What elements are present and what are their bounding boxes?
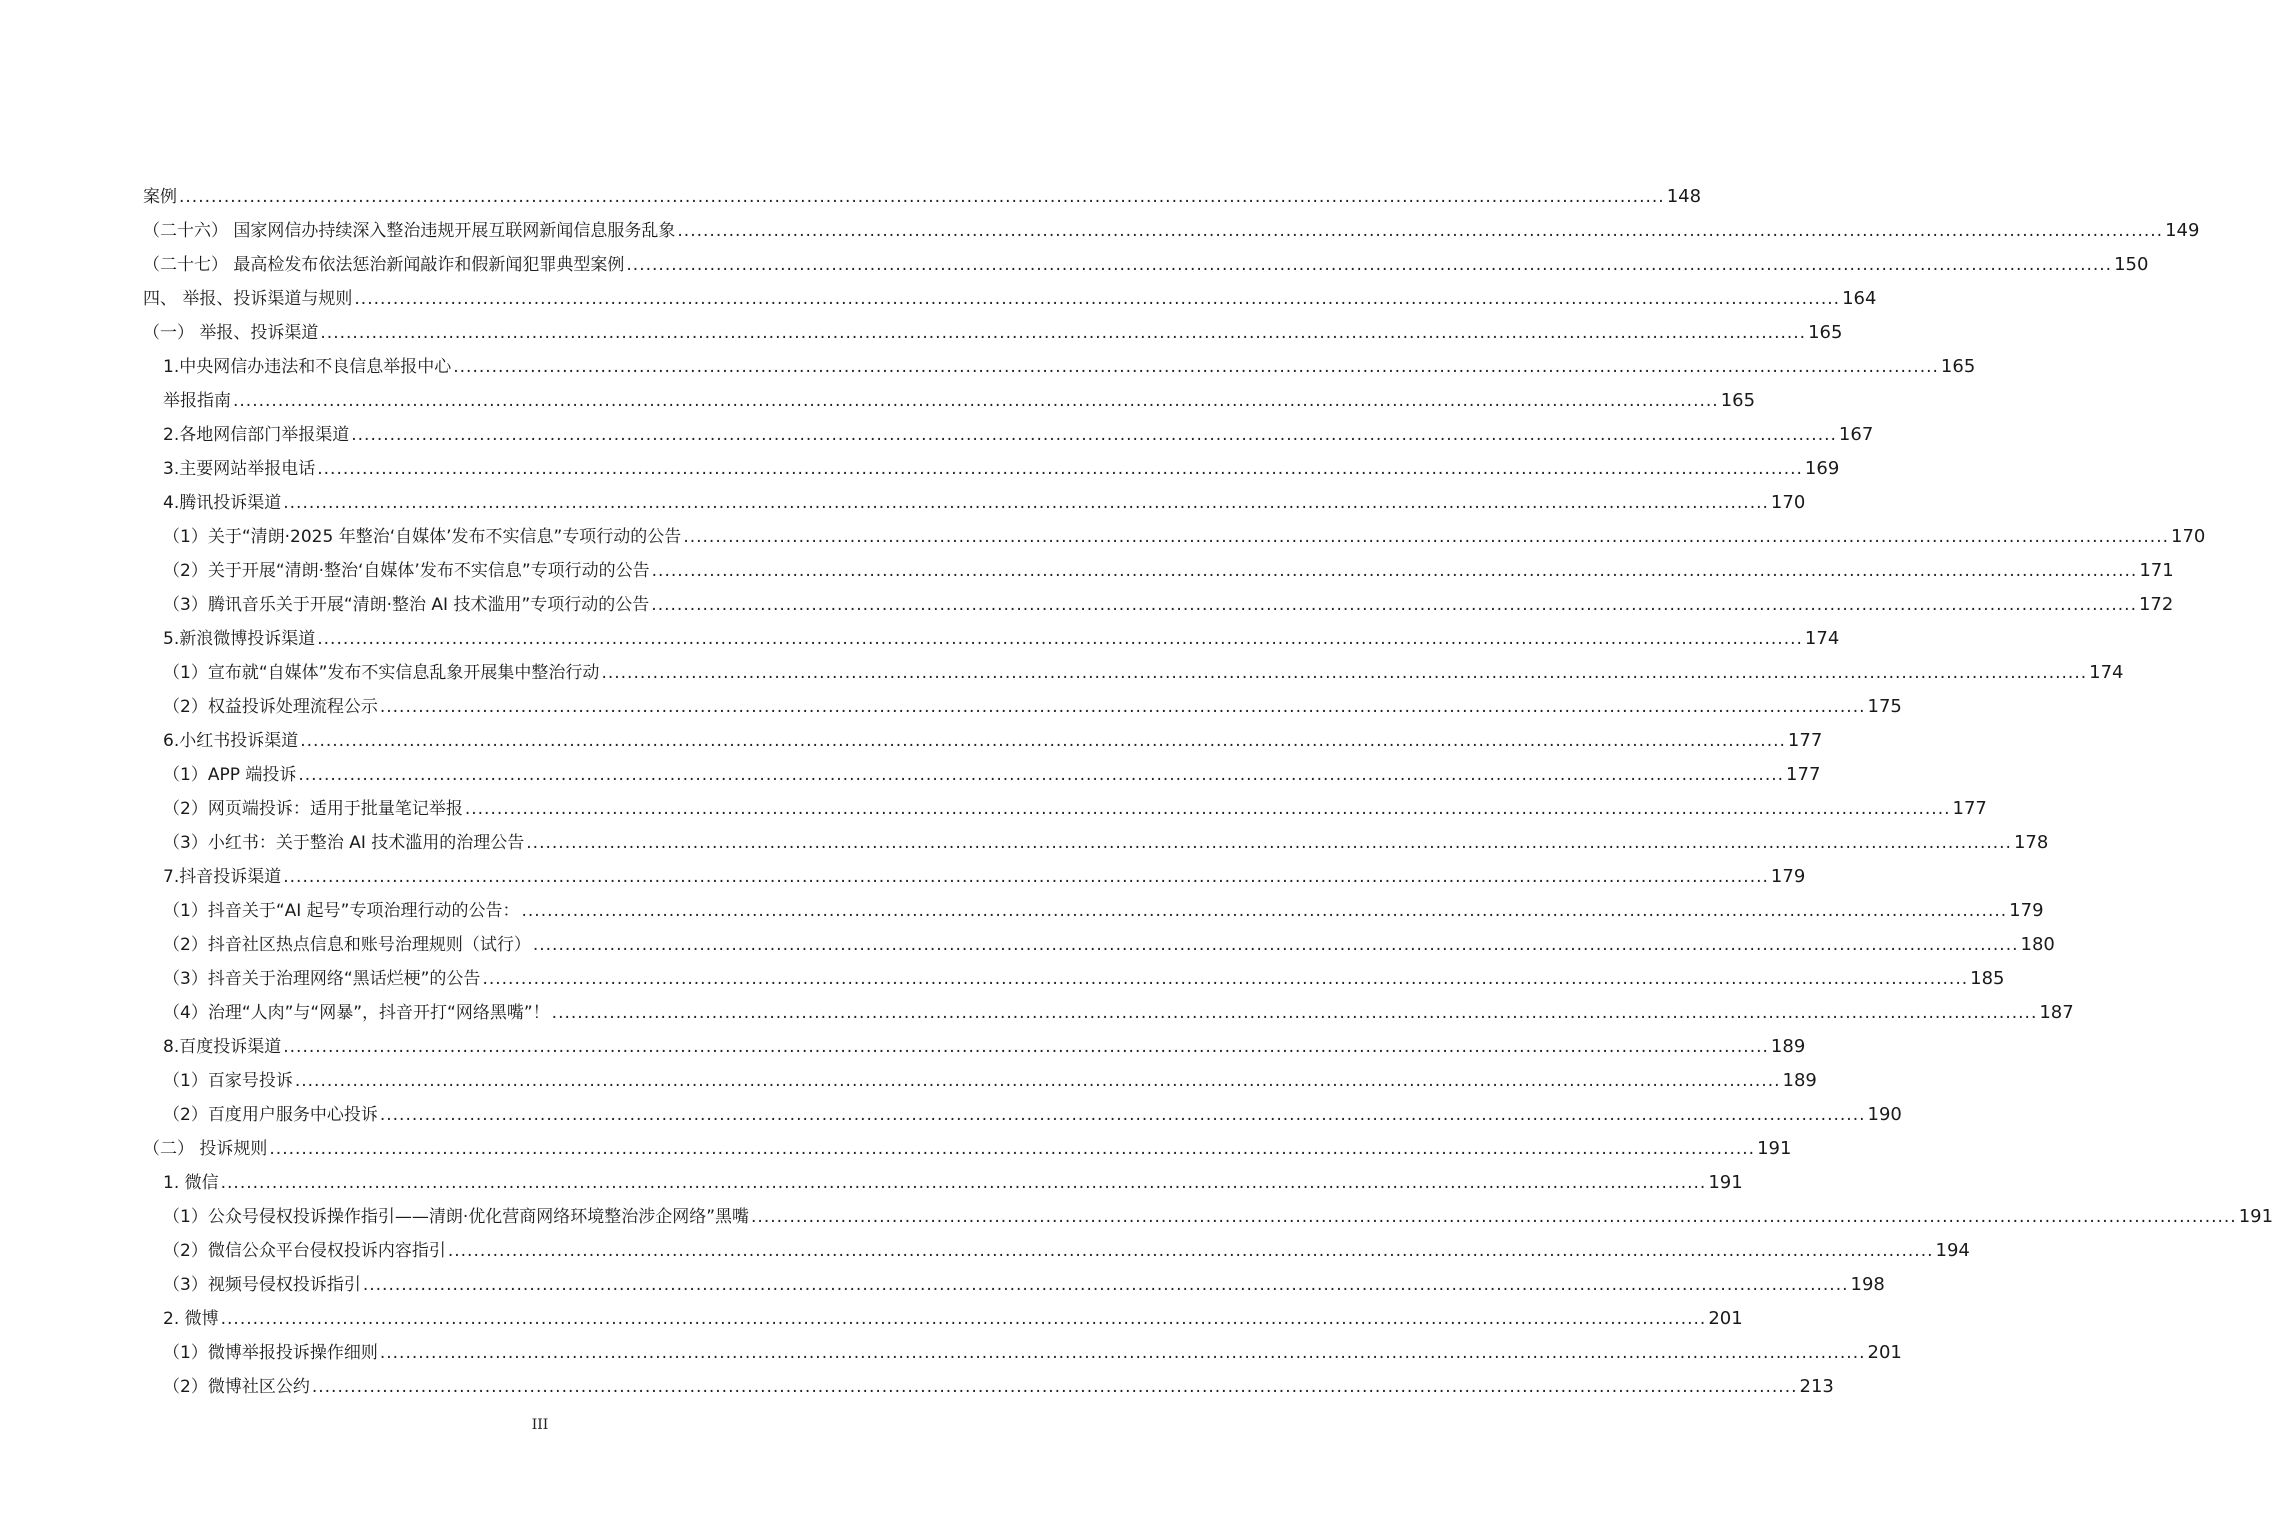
toc-entry-page: 177: [1786, 764, 1821, 785]
toc-entry-title: （3）抖音关于治理网络“黑话烂梗”的公告: [163, 969, 481, 989]
toc-entry[interactable]: [143, 316, 1843, 350]
toc-entry-title: 5.新浪微博投诉渠道: [163, 629, 316, 649]
toc-dot-leader: [677, 214, 2163, 248]
toc-entry-title: 3.主要网站举报电话: [163, 459, 316, 479]
toc-entry-title: （1）百家号投诉: [163, 1071, 293, 1091]
toc-entry[interactable]: [143, 622, 1840, 656]
toc-entry[interactable]: [143, 962, 2005, 996]
toc-entry-title: 举报指南: [163, 391, 231, 411]
toc-entry-page: 169: [1804, 458, 1840, 479]
toc-entry[interactable]: [143, 384, 1756, 418]
toc-entry-title: （1）关于“清朗·2025 年整治‘自媒体’发布不实信息”专项行动的公告: [163, 527, 682, 547]
toc-entry-page: 170: [1770, 492, 1806, 513]
toc-entry-page: 185: [1970, 968, 2005, 989]
toc-entry-title: 6.小红书投诉渠道: [163, 731, 299, 751]
toc-entry[interactable]: [143, 588, 2174, 622]
toc-entry-title: （2）抖音社区热点信息和账号治理规则（试行）: [163, 935, 531, 955]
toc-entry[interactable]: [143, 1166, 1743, 1200]
toc-dot-leader: [363, 1268, 1849, 1302]
toc-entry-page: 164: [1842, 288, 1877, 309]
toc-dot-leader: [283, 860, 1769, 894]
toc-entry-page: 189: [1782, 1070, 1817, 1091]
toc-entry-title: （3）视频号侵权投诉指引: [163, 1275, 361, 1295]
toc-entry-page: 180: [2020, 934, 2055, 955]
toc-dot-leader: [354, 282, 1840, 316]
toc-dot-leader: [448, 1234, 1934, 1268]
toc-entry-page: 177: [1787, 730, 1823, 751]
toc-dot-leader: [269, 1132, 1755, 1166]
toc-entry-page: 201: [1867, 1342, 1902, 1363]
toc-dot-leader: [295, 1064, 1781, 1098]
toc-entry-page: 198: [1850, 1274, 1885, 1295]
toc-dot-leader: [283, 1030, 1769, 1064]
toc-dot-leader: [351, 418, 1837, 452]
toc-entry-title: （1）公众号侵权投诉操作指引——清朗·优化营商网络环境整治涉企网络”黑嘴: [163, 1207, 750, 1227]
toc-entry-page: 171: [2139, 560, 2174, 581]
toc-entry-title: （3）小红书：关于整治 AI 技术滥用的治理公告: [163, 833, 525, 853]
toc-entry-page: 187: [2039, 1002, 2074, 1023]
toc-dot-leader: [651, 588, 2137, 622]
toc-dot-leader: [552, 996, 2038, 1030]
toc-entry-page: 191: [2238, 1206, 2273, 1227]
toc-entry-title: 7.抖音投诉渠道: [163, 867, 282, 887]
toc-entry-title: 四、 举报、投诉渠道与规则: [143, 289, 353, 309]
toc-entry-page: 179: [2009, 900, 2044, 921]
toc-entry-page: 174: [1804, 628, 1840, 649]
toc-entry-title: （2）微博社区公约: [163, 1377, 310, 1397]
toc-entry[interactable]: [143, 690, 1902, 724]
toc-entry[interactable]: [143, 1336, 1902, 1370]
toc-entry-title: （1）APP 端投诉: [163, 765, 297, 785]
toc-dot-leader: [465, 792, 1951, 826]
toc-entry-title: （2）网页端投诉：适用于批量笔记举报: [163, 799, 463, 819]
toc-entry-title: 8.百度投诉渠道: [163, 1037, 282, 1057]
toc-entry[interactable]: [143, 282, 1877, 316]
toc-entry-page: 174: [2089, 662, 2124, 683]
toc-entry[interactable]: [143, 486, 1806, 520]
toc-entry[interactable]: [143, 656, 2124, 690]
toc-entry-page: 165: [1940, 356, 1976, 377]
toc-entry-page: 201: [1708, 1308, 1743, 1329]
table-of-contents: [143, 180, 2273, 1404]
toc-entry-page: 179: [1770, 866, 1806, 887]
toc-entry-title: （二） 投诉规则: [143, 1139, 268, 1159]
toc-entry-page: 194: [1935, 1240, 1970, 1261]
toc-entry[interactable]: [143, 928, 2055, 962]
toc-entry[interactable]: [143, 1064, 1817, 1098]
toc-entry[interactable]: [143, 350, 1976, 384]
toc-entry-page: 189: [1770, 1036, 1806, 1057]
toc-entry-title: （2）权益投诉处理流程公示: [163, 697, 378, 717]
toc-entry-page: 190: [1867, 1104, 1902, 1125]
toc-dot-leader: [626, 248, 2112, 282]
toc-dot-leader: [482, 962, 1968, 996]
toc-entry[interactable]: [143, 1132, 1792, 1166]
toc-dot-leader: [300, 724, 1786, 758]
toc-entry[interactable]: [143, 894, 2044, 928]
toc-dot-leader: [380, 1336, 1866, 1370]
toc-entry-page: 175: [1867, 696, 1902, 717]
toc-entry-page: 167: [1838, 424, 1874, 445]
toc-dot-leader: [179, 180, 1665, 214]
toc-entry[interactable]: [143, 1234, 1970, 1268]
toc-entry-title: （1）宣布就“自媒体”发布不实信息乱象开展集中整治行动: [163, 663, 600, 683]
toc-entry[interactable]: [143, 248, 2149, 282]
toc-entry-page: 170: [2171, 526, 2206, 547]
toc-dot-leader: [533, 928, 2019, 962]
toc-entry-title: 4.腾讯投诉渠道: [163, 493, 282, 513]
toc-entry[interactable]: [143, 826, 2049, 860]
toc-entry[interactable]: [143, 996, 2074, 1030]
toc-entry-title: 2.各地网信部门举报渠道: [163, 425, 350, 445]
toc-dot-leader: [233, 384, 1719, 418]
toc-entry[interactable]: [143, 418, 1874, 452]
toc-entry[interactable]: [143, 1098, 1902, 1132]
toc-dot-leader: [221, 1166, 1707, 1200]
toc-entry-title: （1）抖音关于“AI 起号”专项治理行动的公告：: [163, 901, 520, 921]
toc-entry-title: （二十七） 最高检发布依法惩治新闻敲诈和假新闻犯罪典型案例: [143, 255, 625, 275]
toc-entry-page: 150: [2114, 254, 2149, 275]
toc-entry-title: （2）微信公众平台侵权投诉内容指引: [163, 1241, 446, 1261]
toc-entry[interactable]: [143, 1370, 1834, 1404]
toc-dot-leader: [453, 350, 1939, 384]
toc-entry-page: 177: [1952, 798, 1987, 819]
toc-entry[interactable]: [143, 1268, 1885, 1302]
toc-entry-page: 191: [1757, 1138, 1792, 1159]
toc-dot-leader: [683, 520, 2169, 554]
toc-entry[interactable]: [143, 554, 2174, 588]
toc-entry[interactable]: [143, 1200, 2273, 1234]
toc-dot-leader: [312, 1370, 1798, 1404]
toc-entry-page: 172: [2138, 594, 2174, 615]
toc-entry-title: （1）微博举报投诉操作细则: [163, 1343, 378, 1363]
toc-entry[interactable]: [143, 1030, 1806, 1064]
toc-entry-title: 1. 微信: [163, 1173, 219, 1193]
toc-entry-page: 191: [1708, 1172, 1743, 1193]
toc-entry-title: 1.中央网信办违法和不良信息举报中心: [163, 357, 452, 377]
toc-entry[interactable]: [143, 214, 2200, 248]
toc-entry-page: 165: [1808, 322, 1843, 343]
toc-entry[interactable]: [143, 452, 1840, 486]
toc-entry-page: 178: [2013, 832, 2049, 853]
toc-entry-title: （一） 举报、投诉渠道: [143, 323, 319, 343]
toc-entry-title: （4）治理“人肉”与“网暴”，抖音开打“网络黑嘴”！: [163, 1003, 550, 1023]
toc-entry[interactable]: [143, 724, 1823, 758]
toc-entry-page: 148: [1666, 186, 1702, 207]
toc-dot-leader: [317, 622, 1803, 656]
toc-entry-title: （2）关于开展“清朗·整治‘自媒体’发布不实信息”专项行动的公告: [163, 561, 650, 581]
toc-dot-leader: [652, 554, 2138, 588]
toc-entry-title: （2）百度用户服务中心投诉: [163, 1105, 378, 1125]
toc-dot-leader: [298, 758, 1784, 792]
toc-dot-leader: [380, 1098, 1866, 1132]
toc-entry-title: 案例: [143, 187, 177, 207]
toc-dot-leader: [521, 894, 2007, 928]
toc-dot-leader: [751, 1200, 2237, 1234]
toc-entry-page: 165: [1720, 390, 1756, 411]
toc-dot-leader: [526, 826, 2012, 860]
toc-dot-leader: [221, 1302, 1707, 1336]
toc-entry-page: 149: [2165, 220, 2200, 241]
toc-dot-leader: [320, 316, 1806, 350]
toc-entry[interactable]: [143, 860, 1806, 894]
toc-dot-leader: [283, 486, 1769, 520]
toc-entry[interactable]: [143, 520, 2206, 554]
toc-entry-page: 213: [1799, 1376, 1834, 1397]
toc-entry[interactable]: [143, 758, 1821, 792]
toc-entry[interactable]: [143, 792, 1987, 826]
toc-dot-leader: [380, 690, 1866, 724]
toc-entry-title: （3）腾讯音乐关于开展“清朗·整治 AI 技术滥用”专项行动的公告: [163, 595, 650, 615]
toc-entry-title: 2. 微博: [163, 1309, 219, 1329]
toc-dot-leader: [317, 452, 1803, 486]
toc-entry-title: （二十六） 国家网信办持续深入整治违规开展互联网新闻信息服务乱象: [143, 221, 676, 241]
toc-dot-leader: [601, 656, 2087, 690]
toc-entry[interactable]: [143, 1302, 1743, 1336]
page-number: III: [531, 1417, 549, 1433]
toc-entry[interactable]: [143, 180, 1702, 214]
